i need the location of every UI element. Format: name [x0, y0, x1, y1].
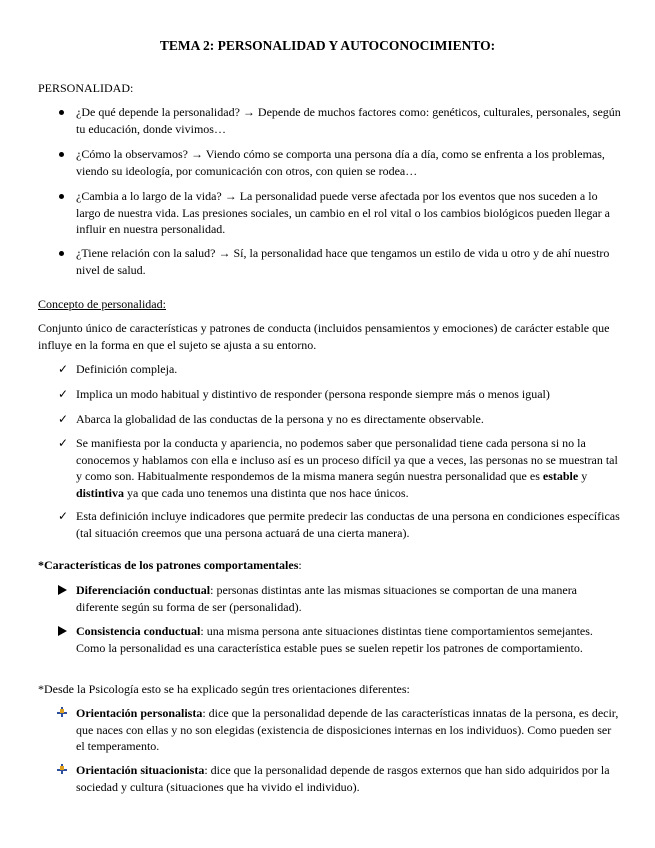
bullet-dot-icon — [59, 152, 64, 157]
checkmark-icon: ✓ — [57, 509, 69, 523]
checkmark-icon: ✓ — [57, 387, 69, 401]
pattern-term: Consistencia conductual — [76, 624, 201, 638]
concepto-definition: Conjunto único de características y patrones de conducta (incluidos pensamientos y emociones) de carácter estable que influye en la forma en que el sujeto se ajusta a su entorno. — [38, 321, 610, 352]
question-text: ¿Cambia a lo largo de la vida? → La personalidad puede verse afectada por los eventos que nos suceden a lo largo de nuestra vida. Las presiones sociales, un cambio en el rol vital o los cambios biológicos pueden llegar a influir en nuestra personalidad. — [76, 189, 610, 236]
check-item — [57, 361, 622, 378]
check-text-end: ya que cada uno tenemos una distinta que nos hace únicos. — [124, 485, 409, 500]
orientation-item — [76, 762, 622, 795]
check-text-joiner: y — [578, 469, 588, 483]
check-text: Esta definición incluye indicadores que permite predecir las conductas de una persona en condiciones específicas (tal situación creemos que una persona actuará de una cierta manera). — [76, 509, 620, 540]
caracteristicas-colon: : — [298, 558, 302, 572]
orientation-term: Orientación personalista — [76, 706, 203, 720]
orientation-item — [76, 705, 622, 755]
bullet-dot-icon — [59, 110, 64, 115]
list-item — [76, 146, 622, 179]
psicologia-intro: *Desde la Psicología esto se ha explicado según tres orientaciones diferentes: — [38, 682, 410, 696]
bullet-dot-icon — [59, 251, 64, 256]
pattern-item — [76, 582, 622, 615]
arrowhead-icon — [58, 585, 67, 595]
list-item — [76, 104, 622, 137]
checkmark-icon: ✓ — [57, 412, 69, 426]
check-item — [57, 435, 622, 501]
check-text: Se manifiesta por la conducta y apariencia, no podemos saber que personalidad tiene cada persona si no la conocemos y hablamos con ella e incluso así es un proceso difícil ya que a veces, las personas no se muestran tal y como son. Habitualmente respondemos de la misma manera según nuestra personalidad que es — [76, 436, 618, 483]
pushpin-icon — [56, 763, 68, 775]
pushpin-icon — [56, 706, 68, 718]
list-item — [76, 188, 622, 238]
caracteristicas-heading — [38, 557, 623, 574]
pattern-text: : una misma persona ante situaciones distintas tiene comportamientos semejantes. Como la personalidad es una característica estable pues se suelen repetir los patrones de comportamiento. — [76, 624, 593, 655]
bold-term-estable: estable — [542, 469, 579, 483]
question-text: ¿Cómo la observamos? → Viendo cómo se comporta una persona día a día, como se enfrenta a los problemas, viendo su ideología, por comunicación con otros, con quien se rodea… — [76, 147, 605, 178]
pattern-term: Diferenciación conductual — [76, 583, 211, 597]
orientation-text: : dice que la personalidad depende de las características innatas de la persona, es decir, que naces con ellas y no son elegidas (existencia de disposiciones internas en los individuos). Como pueden ser el temperamento. — [76, 706, 619, 753]
pattern-item — [76, 623, 622, 656]
question-text: ¿De qué depende la personalidad? → Depende de muchos factores como: genéticos, culturales, personales, según tu educación, donde vivimos… — [76, 105, 621, 136]
question-text: ¿Tiene relación con la salud? → Sí, la personalidad hace que tengamos un estilo de vida u otro y de ahí nuestro nivel de salud. — [76, 246, 610, 277]
checkmark-icon: ✓ — [57, 436, 69, 450]
arrowhead-icon — [58, 626, 67, 636]
page-title: TEMA 2: PERSONALIDAD Y AUTOCONOCIMIENTO: — [159, 38, 496, 53]
pattern-text: : personas distintas ante las mismas situaciones se comportan de una manera diferente según su forma de ser (personalidad). — [76, 583, 578, 614]
check-item — [57, 386, 622, 403]
bold-term-distintiva: distintiva — [76, 485, 125, 500]
check-text: Definición compleja. — [76, 362, 178, 376]
orientation-term: Orientación situacionista — [76, 763, 205, 777]
check-item — [57, 411, 622, 428]
section-heading-personalidad: PERSONALIDAD: — [38, 81, 134, 95]
check-item — [57, 508, 622, 541]
check-text: Abarca la globalidad de las conductas de la persona y no es directamente observable. — [76, 412, 484, 426]
bullet-dot-icon — [59, 194, 64, 199]
check-text: Implica un modo habitual y distintivo de responder (persona responde siempre más o menos igual) — [76, 387, 550, 401]
list-item — [76, 245, 622, 278]
orientation-text: : dice que la personalidad depende de rasgos externos que han sido adquiridos por la sociedad y cultura (situaciones que ha vivido el individuo). — [76, 763, 610, 794]
checkmark-icon: ✓ — [57, 362, 69, 376]
caracteristicas-heading-text: *Características de los patrones comportamentales — [38, 558, 299, 572]
concepto-heading: Concepto de personalidad: — [38, 297, 166, 311]
